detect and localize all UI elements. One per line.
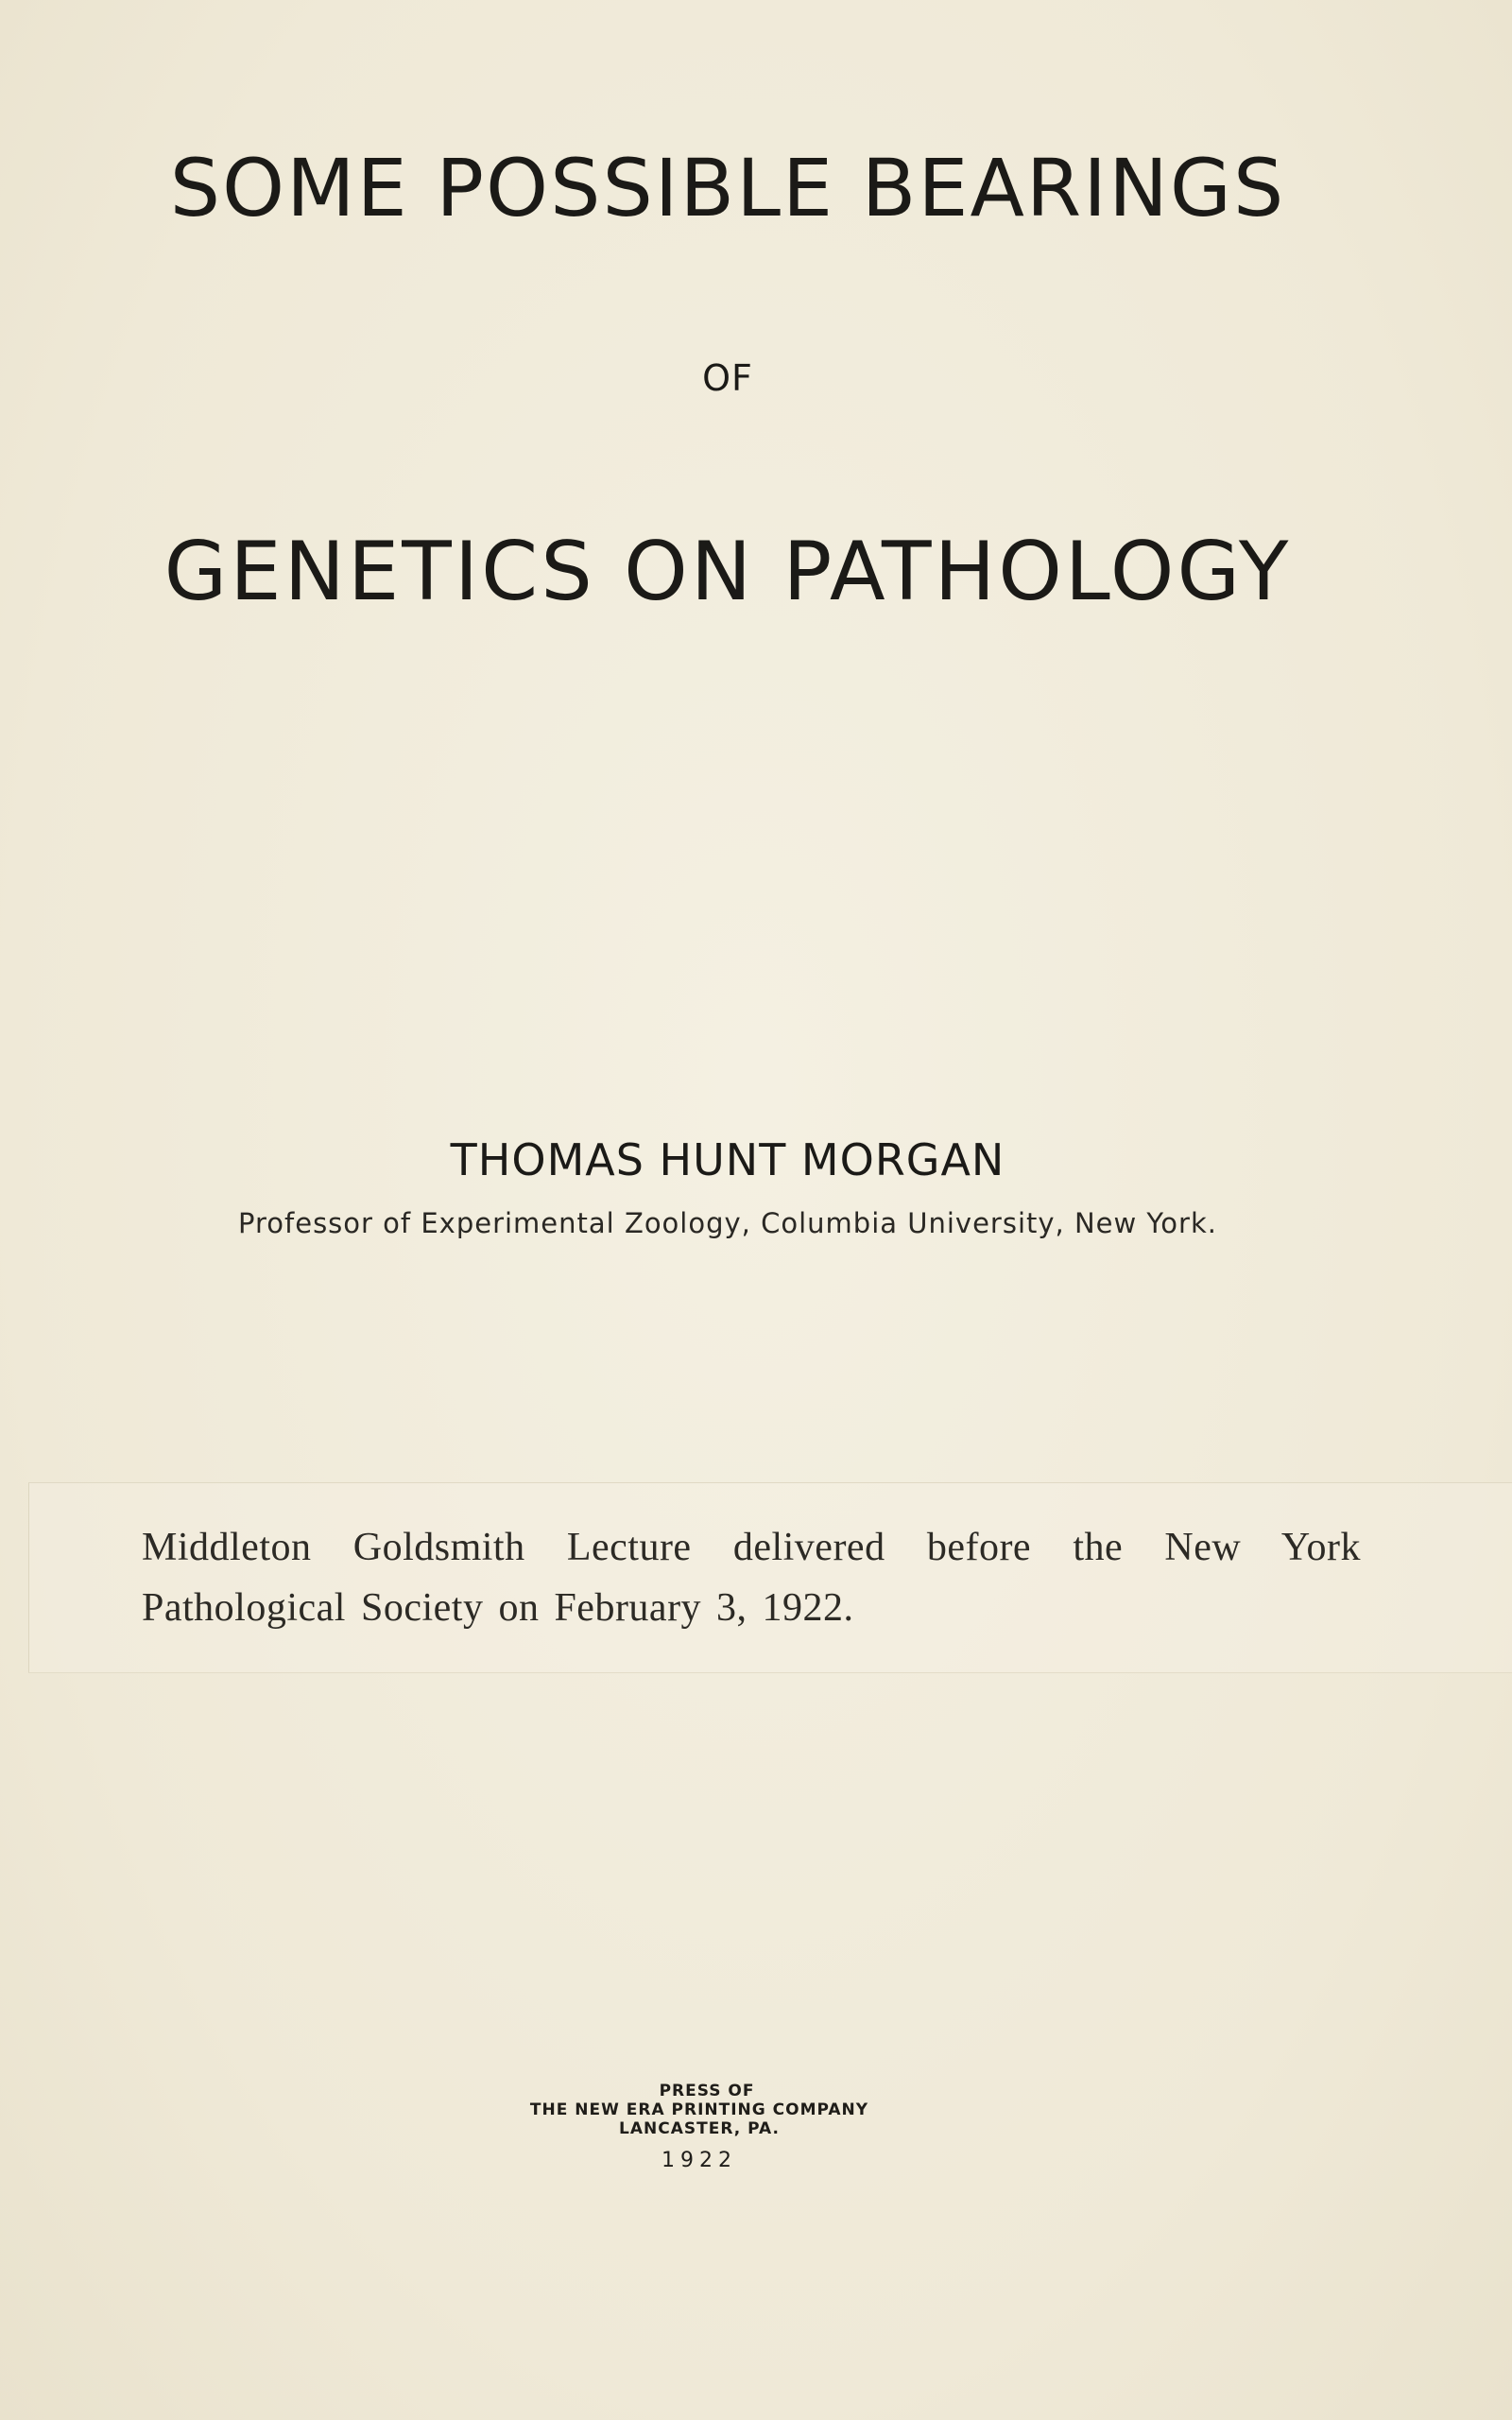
author-name: THOMAS HUNT MORGAN <box>450 1134 1005 1185</box>
author-affiliation: Professor of Experimental Zoology, Columbia University, New York. <box>238 1207 1217 1239</box>
title-line-subject: GENETICS ON PATHOLOGY <box>163 525 1292 619</box>
imprint-company: THE NEW ERA PRINTING COMPANY <box>529 2100 869 2119</box>
title-line-main: SOME POSSIBLE BEARINGS <box>169 142 1286 234</box>
title-line-of: OF <box>702 357 753 399</box>
imprint-press: PRESS OF <box>659 2082 755 2100</box>
imprint-year: 1922 <box>662 2149 737 2172</box>
imprint-place: LANCASTER, PA. <box>619 2119 780 2138</box>
lecture-note: Middleton Goldsmith Lecture delivered before the New York Pathological Society on February 3, 1922. <box>142 1526 1361 1630</box>
